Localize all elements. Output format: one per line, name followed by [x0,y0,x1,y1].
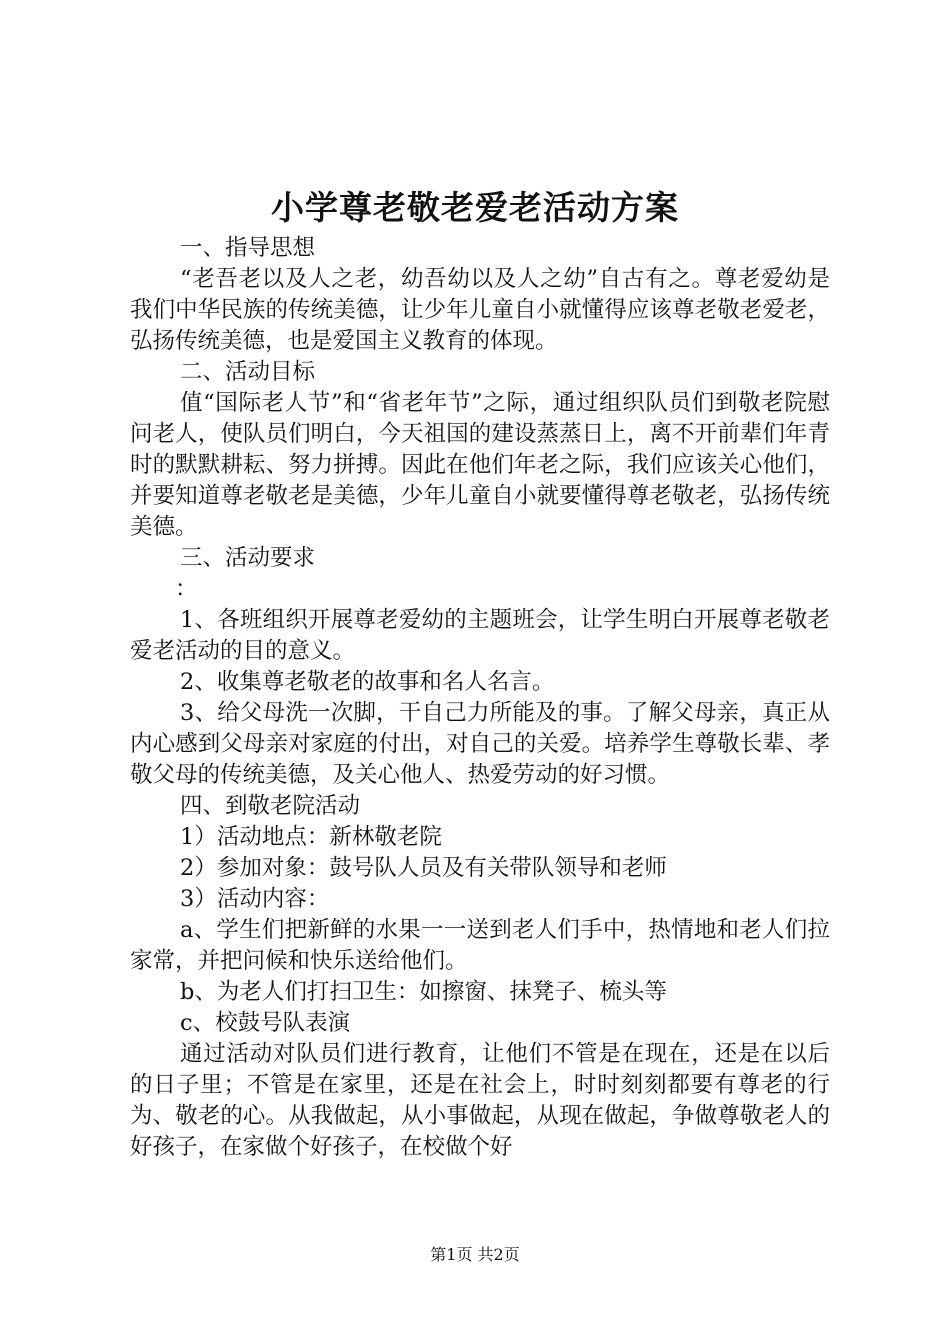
document-body [130,233,830,1163]
paragraph: b、为老人们打扫卫生：如擦窗、抹凳子、梳头等 [180,979,667,1005]
paragraph: 2、收集尊老敬老的故事和名人名言。 [180,669,555,695]
paragraph: 3、给父母洗一次脚，干自己力所能及的事。了解父母亲，真正从内心感到父母亲对家庭的付出，对自己的关爱。培养学生尊敬长辈、孝敬父母的传统美德，及关心他人、热爱劳动的好习惯。 [130,700,830,788]
page-footer: 第1页 共2页 [430,1245,520,1264]
paragraph: 1）活动地点：新林敬老院 [180,824,442,850]
paragraph: ： [175,576,198,602]
section-heading: 三、活动要求 [180,545,316,571]
paragraph: 值“国际老人节”和“省老年节”之际，通过组织队员们到敬老院慰问老人，使队员们明白，今天祖国的建设蒸蒸日上，离不开前辈们年青时的默默耕耘、努力拼搏。因此在他们年老之际，我们应该关心他们，并要知道尊老敬老是美德，少年儿童自小就要懂得尊老敬老，弘扬传统美德。 [130,390,830,540]
section-heading: 四、到敬老院活动 [180,793,361,819]
paragraph: 1、各班组织开展尊老爱幼的主题班会，让学生明白开展尊老敬老爱老活动的目的意义。 [130,607,830,664]
paragraph: a、学生们把新鲜的水果一一送到老人们手中，热情地和老人们拉家常，并把问候和快乐送给他们。 [130,917,830,974]
paragraph: 2）参加对象：鼓号队人员及有关带队领导和老师 [180,855,667,881]
paragraph: 3）活动内容： [180,886,330,912]
section-heading: 一、指导思想 [180,235,316,261]
section-heading: 二、活动目标 [180,359,316,385]
paragraph: 通过活动对队员们进行教育，让他们不管是在现在，还是在以后的日子里；不管是在家里，还是在社会上，时时刻刻都要有尊老的行为、敬老的心。从我做起，从小事做起，从现在做起，争做尊敬老人的好孩子，在家做个好孩子，在校做个好 [130,1041,830,1160]
paragraph: “老吾老以及人之老，幼吾幼以及人之幼”自古有之。尊老爱幼是我们中华民族的传统美德，让少年儿童自小就懂得应该尊老敬老爱老，弘扬传统美德，也是爱国主义教育的体现。 [130,266,830,354]
paragraph: c、校鼓号队表演 [180,1010,351,1036]
document-title: 小学尊老敬老爱老活动方案 [271,188,679,227]
